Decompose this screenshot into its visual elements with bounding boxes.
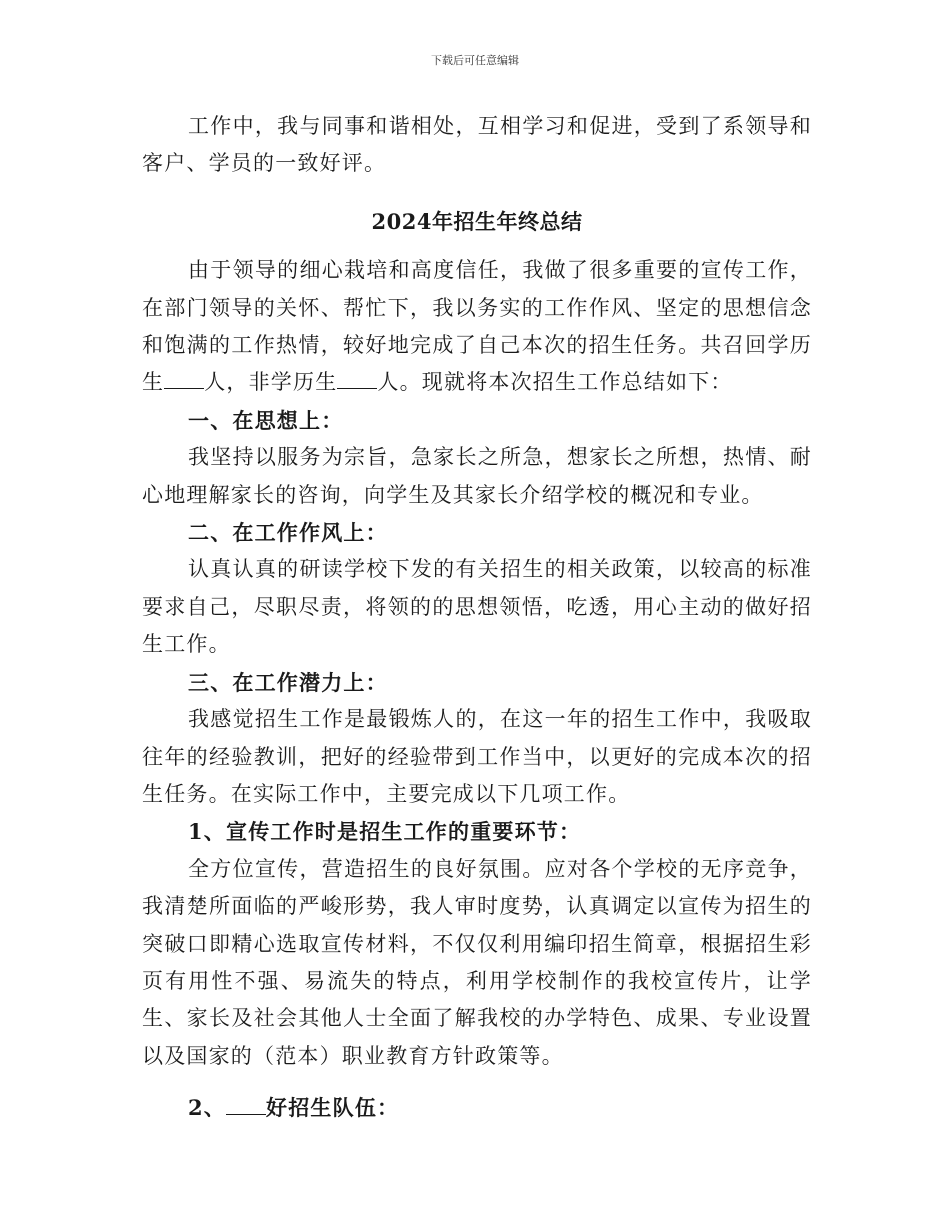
subsection-number: 2、 <box>188 1095 227 1121</box>
blank-line <box>337 370 377 389</box>
opening-text-b: 人，非学历生 <box>204 370 338 395</box>
section-paragraph-potential: 我感觉招生工作是最锻炼人的，在这一年的招生工作中，我吸取往年的经验教训，把好的经验带到工作当中，以更好的完成本次的招生任务。在实际工作中，主要完成以下几项工作。 <box>142 707 812 806</box>
opening-text-c: 人。现就将本次招生工作总结如下： <box>377 370 733 395</box>
section-heading-style: 二、在工作作风上： <box>188 520 388 546</box>
subsection-heading-text: 好招生队伍： <box>266 1095 400 1121</box>
document-body <box>142 108 812 1127</box>
blank-line <box>226 1096 266 1115</box>
header-note: 下载后可任意编辑 <box>431 54 519 67</box>
document-title: 2024年招生年终总结 <box>371 208 583 234</box>
section-heading-potential: 三、在工作潜力上： <box>188 669 388 695</box>
section-paragraph-style: 认真认真的研读学校下发的有关招生的相关政策，以较高的标准要求自己，尽职尽责，将领的的思想领悟，吃透，用心主动的做好招生工作。 <box>142 557 812 657</box>
section-heading-thought: 一、在思想上： <box>188 407 344 433</box>
subsection-paragraph-publicity: 全方位宣传，营造招生的良好氛围。应对各个学校的无序竞争，我清楚所面临的严峻形势，我人审时度势，认真调定以宣传为招生的突破口即精心选取宣传材料，不仅仅利用编印招生简章，根据招生彩页有用性不强、易流失的特点，利用学校制作的我校宣传片，让学生、家长及社会其他人士全面了解我校的办学特色、成果、专业设置以及国家的（范本）职业教育方针政策等。 <box>142 856 812 1068</box>
subsection-heading-team <box>142 1089 812 1126</box>
subsection-heading-publicity: 1、宣传工作时是招生工作的重要环节： <box>188 819 582 845</box>
section-paragraph-thought: 我坚持以服务为宗旨，急家长之所急，想家长之所想，热情、耐心地理解家长的咨询，向学生及其家长介绍学校的概况和专业。 <box>142 445 812 507</box>
intro-paragraph: 工作中，我与同事和谐相处，互相学习和促进，受到了系领导和客户、学员的一致好评。 <box>142 114 812 176</box>
blank-line <box>164 370 204 389</box>
opening-paragraph <box>142 252 812 402</box>
opening-text-a: 由于领导的细心栽培和高度信任，我做了很多重要的宣传工作，在部门领导的关怀、帮忙下，我以务实的工作作风、坚定的思想信念和饱满的工作热情，较好地完成了自己本次的招生任务。共召回学历生 <box>142 258 812 395</box>
